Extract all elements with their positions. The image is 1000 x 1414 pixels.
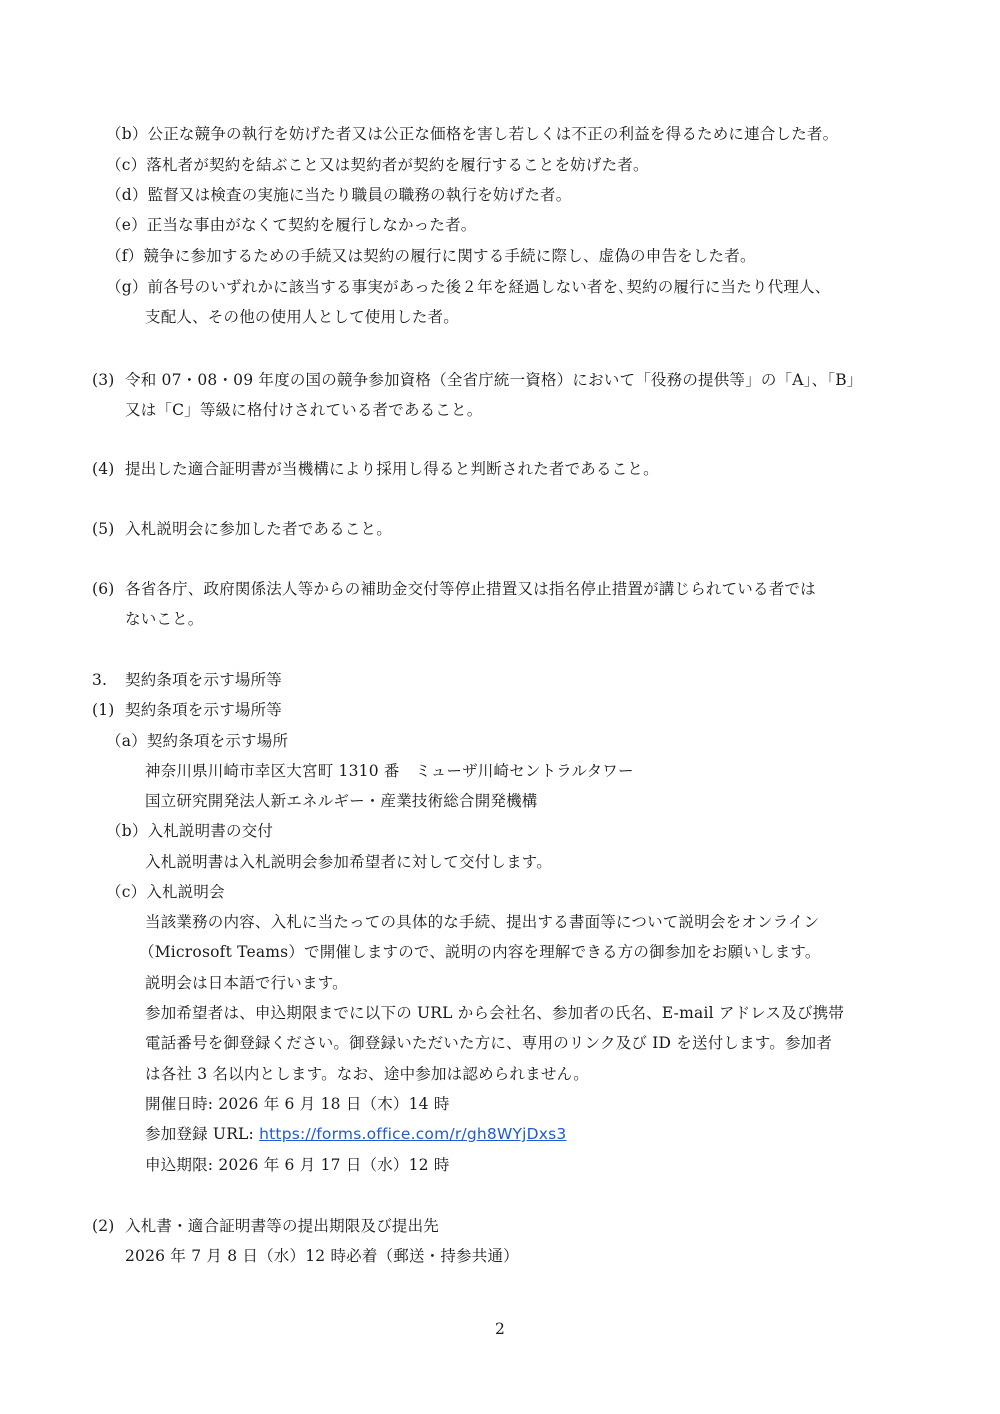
page-number: 2 bbox=[494, 1320, 506, 1338]
item-text: 監督又は検査の実施に当たり職員の職務の執行を妨げた者。 bbox=[147, 186, 572, 204]
event-datetime: 開催日時: 2026 年 6 月 18 日（木）14 時 bbox=[145, 1095, 450, 1113]
body-text: 電話番号を御登録ください。御登録いただいた方に、専用のリンク及び ID を送付します。参加者 bbox=[145, 1034, 833, 1052]
list-item bbox=[106, 245, 756, 267]
item-text: 競争に参加するための手続又は契約の履行に関する手続に際し、虚偽の申告をした者。 bbox=[143, 247, 756, 265]
subsection-title: 契約条項を示す場所等 bbox=[125, 701, 283, 719]
registration-link[interactable]: https://forms.office.com/r/gh8WYjDxs3 bbox=[259, 1125, 567, 1143]
item-text: 正当な事由がなくて契約を履行しなかった者。 bbox=[146, 216, 477, 234]
subsection-title: 入札書・適合証明書等の提出期限及び提出先 bbox=[125, 1217, 440, 1235]
address-line: 神奈川県川崎市幸区大宮町 1310 番 ミューザ川崎セントラルタワー bbox=[145, 762, 634, 780]
sub-item-heading bbox=[106, 730, 288, 752]
condition-text: 各省各庁、政府関係法人等からの補助金交付等停止措置又は指名停止措置が講じられている者では bbox=[125, 580, 816, 598]
item-mark: （d） bbox=[106, 186, 148, 204]
application-deadline: 申込期限: 2026 年 6 月 17 日（水）12 時 bbox=[145, 1156, 450, 1174]
sub-item-heading bbox=[106, 820, 273, 842]
condition-mark: (5) bbox=[92, 520, 115, 538]
sub-item-title: 契約条項を示す場所 bbox=[146, 732, 289, 750]
condition-mark: (6) bbox=[92, 580, 115, 598]
item-text: 前各号のいずれかに該当する事実があった後２年を経過しない者を､契約の履行に当たり代理人、 bbox=[147, 278, 831, 296]
body-text: 入札説明書は入札説明会参加希望者に対して交付します。 bbox=[145, 853, 552, 871]
list-item bbox=[106, 214, 476, 236]
sub-item-mark: （b） bbox=[106, 822, 148, 840]
subsection-mark: (2) bbox=[92, 1217, 115, 1235]
item-text: 落札者が契約を結ぶこと又は契約者が契約を履行することを妨げた者。 bbox=[146, 156, 649, 174]
sub-item-mark: （a） bbox=[106, 732, 147, 750]
item-mark: （c） bbox=[106, 156, 147, 174]
list-item bbox=[106, 276, 830, 298]
subsection-heading bbox=[92, 1215, 439, 1237]
organization-name: 国立研究開発法人新エネルギー・産業技術総合開発機構 bbox=[145, 792, 538, 810]
item-mark: （b） bbox=[106, 125, 148, 143]
sub-item-mark: （c） bbox=[106, 883, 147, 901]
sub-item-heading bbox=[106, 881, 225, 903]
section-title: 契約条項を示す場所等 bbox=[125, 671, 283, 689]
condition-text: 令和 07・08・09 年度の国の競争参加資格（全省庁統一資格）において「役務の提供等」の「A」、「B」 bbox=[125, 371, 863, 389]
section-heading bbox=[92, 669, 282, 691]
list-item bbox=[106, 184, 571, 206]
item-mark: （g） bbox=[106, 278, 148, 296]
subsection-heading bbox=[92, 699, 282, 721]
condition-continuation: ないこと。 bbox=[125, 610, 204, 628]
item-mark: （f） bbox=[106, 247, 144, 265]
body-text: は各社 3 名以内とします。なお、途中参加は認められません。 bbox=[145, 1065, 589, 1083]
section-number: 3. bbox=[92, 671, 108, 689]
condition-mark: (4) bbox=[92, 460, 115, 478]
body-text: （Microsoft Teams）で開催しますので、説明の内容を理解できる方の御参加をお願いします。 bbox=[139, 943, 821, 961]
registration-url-label: 参加登録 URL: bbox=[145, 1125, 260, 1143]
subsection-mark: (1) bbox=[92, 701, 115, 719]
condition-item bbox=[92, 578, 816, 600]
list-item bbox=[106, 154, 649, 176]
sub-item-title: 入札説明会 bbox=[146, 883, 225, 901]
body-text: 参加希望者は、申込期限までに以下の URL から会社名、参加者の氏名、E-mail アドレス及び携帯 bbox=[145, 1004, 845, 1022]
submission-deadline: 2026 年 7 月 8 日（水）12 時必着（郵送・持参共通） bbox=[125, 1247, 519, 1265]
list-item-continuation: 支配人、その他の使用人として使用した者。 bbox=[145, 308, 460, 326]
condition-mark: (3) bbox=[92, 371, 115, 389]
sub-item-title: 入札説明書の交付 bbox=[147, 822, 274, 840]
condition-item bbox=[92, 458, 659, 480]
condition-item bbox=[92, 518, 392, 540]
item-text: 公正な競争の執行を妨げた者又は公正な価格を害し若しくは不正の利益を得るために連合した者。 bbox=[147, 125, 839, 143]
condition-item bbox=[92, 369, 863, 391]
list-item bbox=[106, 123, 838, 145]
condition-text: 入札説明会に参加した者であること。 bbox=[125, 520, 392, 538]
condition-continuation: 又は「C」等級に格付けされている者であること。 bbox=[125, 401, 483, 419]
body-text: 説明会は日本語で行います。 bbox=[145, 974, 348, 992]
body-text: 当該業務の内容、入札に当たっての具体的な手続、提出する書面等について説明会をオンライン bbox=[145, 913, 820, 931]
registration-url-line bbox=[145, 1123, 567, 1145]
item-mark: （e） bbox=[106, 216, 147, 234]
condition-text: 提出した適合証明書が当機構により採用し得ると判断された者であること。 bbox=[125, 460, 659, 478]
